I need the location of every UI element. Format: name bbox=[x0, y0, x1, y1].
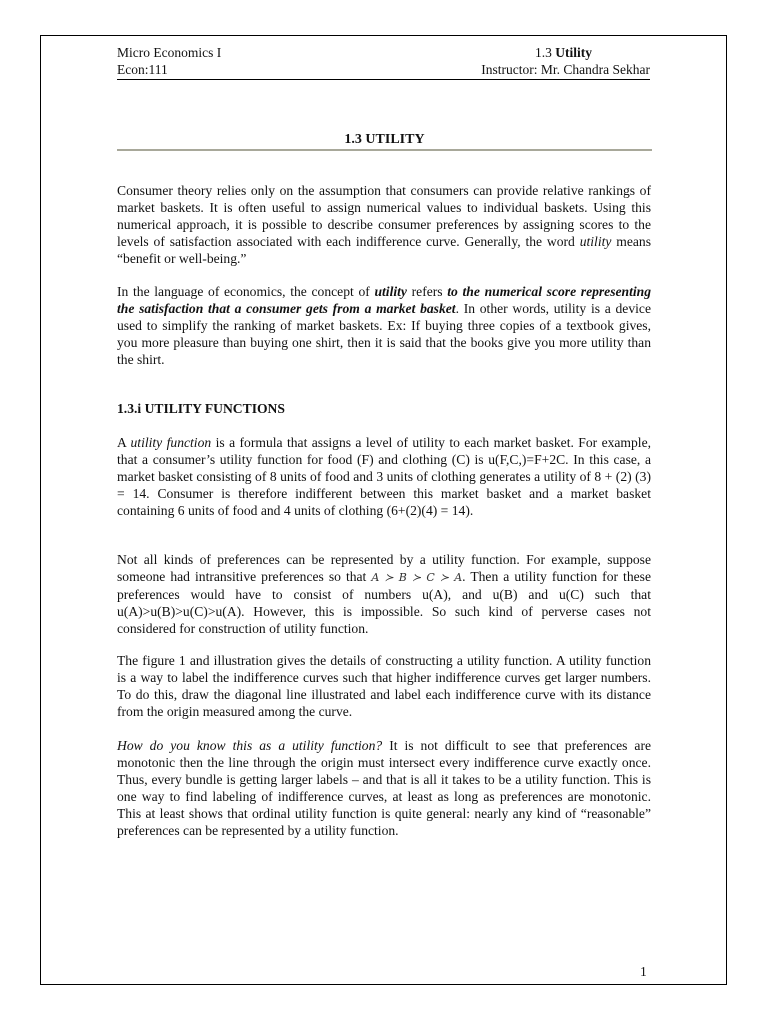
preference-formula: A ≻ B ≻ C ≻ A bbox=[371, 571, 463, 584]
course-name: Micro Economics I bbox=[117, 45, 222, 60]
instructor: Instructor: Mr. Chandra Sekhar bbox=[481, 62, 650, 77]
paragraph-5: The figure 1 and illustration gives the details of constructing a utility function. A utility function is a way to label the indifference curves such that higher indifference curves get larger numbers. To do this, draw the diagonal line illustrated and label each indifference curve with its distance from the origin measured among the curve. bbox=[117, 653, 651, 719]
header-row-2 bbox=[117, 61, 650, 80]
paragraph-2: In the language of economics, the concept of utility refers to the numerical score representing the satisfaction that a consumer gets from a market basket. In other words, utility is a device used to simplify the ranking of market baskets. Ex: If buying three copies of a textbook gives, you more pleasure than buying one shirt, then it is said that the books give you more utility than the shirt. bbox=[117, 284, 652, 367]
paragraph-6: How do you know this as a utility function? It is not difficult to see that preferences are monotonic then the line through the origin must intersect every indifference curve exactly once. Thus, every bundle is getting larger labels – and that is all it takes to be a utility function. This is one way to find labeling of indifference curves, at least as long as preferences are monotonic. This at least shows that ordinal utility function is quite general: nearly any kind of “reasonable” preferences can be represented by a utility function. bbox=[117, 738, 652, 838]
paragraph-3: A utility function is a formula that assigns a level of utility to each market basket. For example, that a consumer’s utility function for food (F) and clothing (C) is u(F,C,)=F+2C. In this case, a market basket consisting of 8 units of food and 3 units of clothing generates a utility of 8 + (2) (3) = 14. Consumer is therefore indifferent between this market basket and a market basket containing 6 units of food and 4 units of clothing (6+(2)(4) = 14). bbox=[117, 435, 652, 518]
paragraph-4: Not all kinds of preferences can be represented by a utility function. For example, suppose someone had intransitive preferences so that A ≻ B ≻ C ≻ A. Then a utility function for these preferences would have to consist of numbers u(A), and u(B) and u(C) such that u(A)>u(B)>u(C)>u(A). However, this is impossible. So such kind of perverse cases not considered for construction of utility function. bbox=[117, 552, 651, 636]
section-label: 1.3 Utility bbox=[535, 45, 592, 60]
page-title: 1.3 UTILITY bbox=[117, 131, 652, 151]
paragraph-1: Consumer theory relies only on the assumption that consumers can provide relative rankings of market baskets. It is often useful to assign numerical values to individual baskets. Using this numerical approach, it is possible to describe consumer preferences by assigning scores to the levels of satisfaction associated with each indifference curve. Generally, the word utility means “benefit or well-being.” bbox=[117, 183, 651, 266]
section-heading: 1.3.i UTILITY FUNCTIONS bbox=[117, 401, 285, 416]
course-code: Econ:111 bbox=[117, 62, 168, 77]
page-number: 1 bbox=[640, 964, 647, 979]
header-row-1 bbox=[117, 44, 650, 61]
